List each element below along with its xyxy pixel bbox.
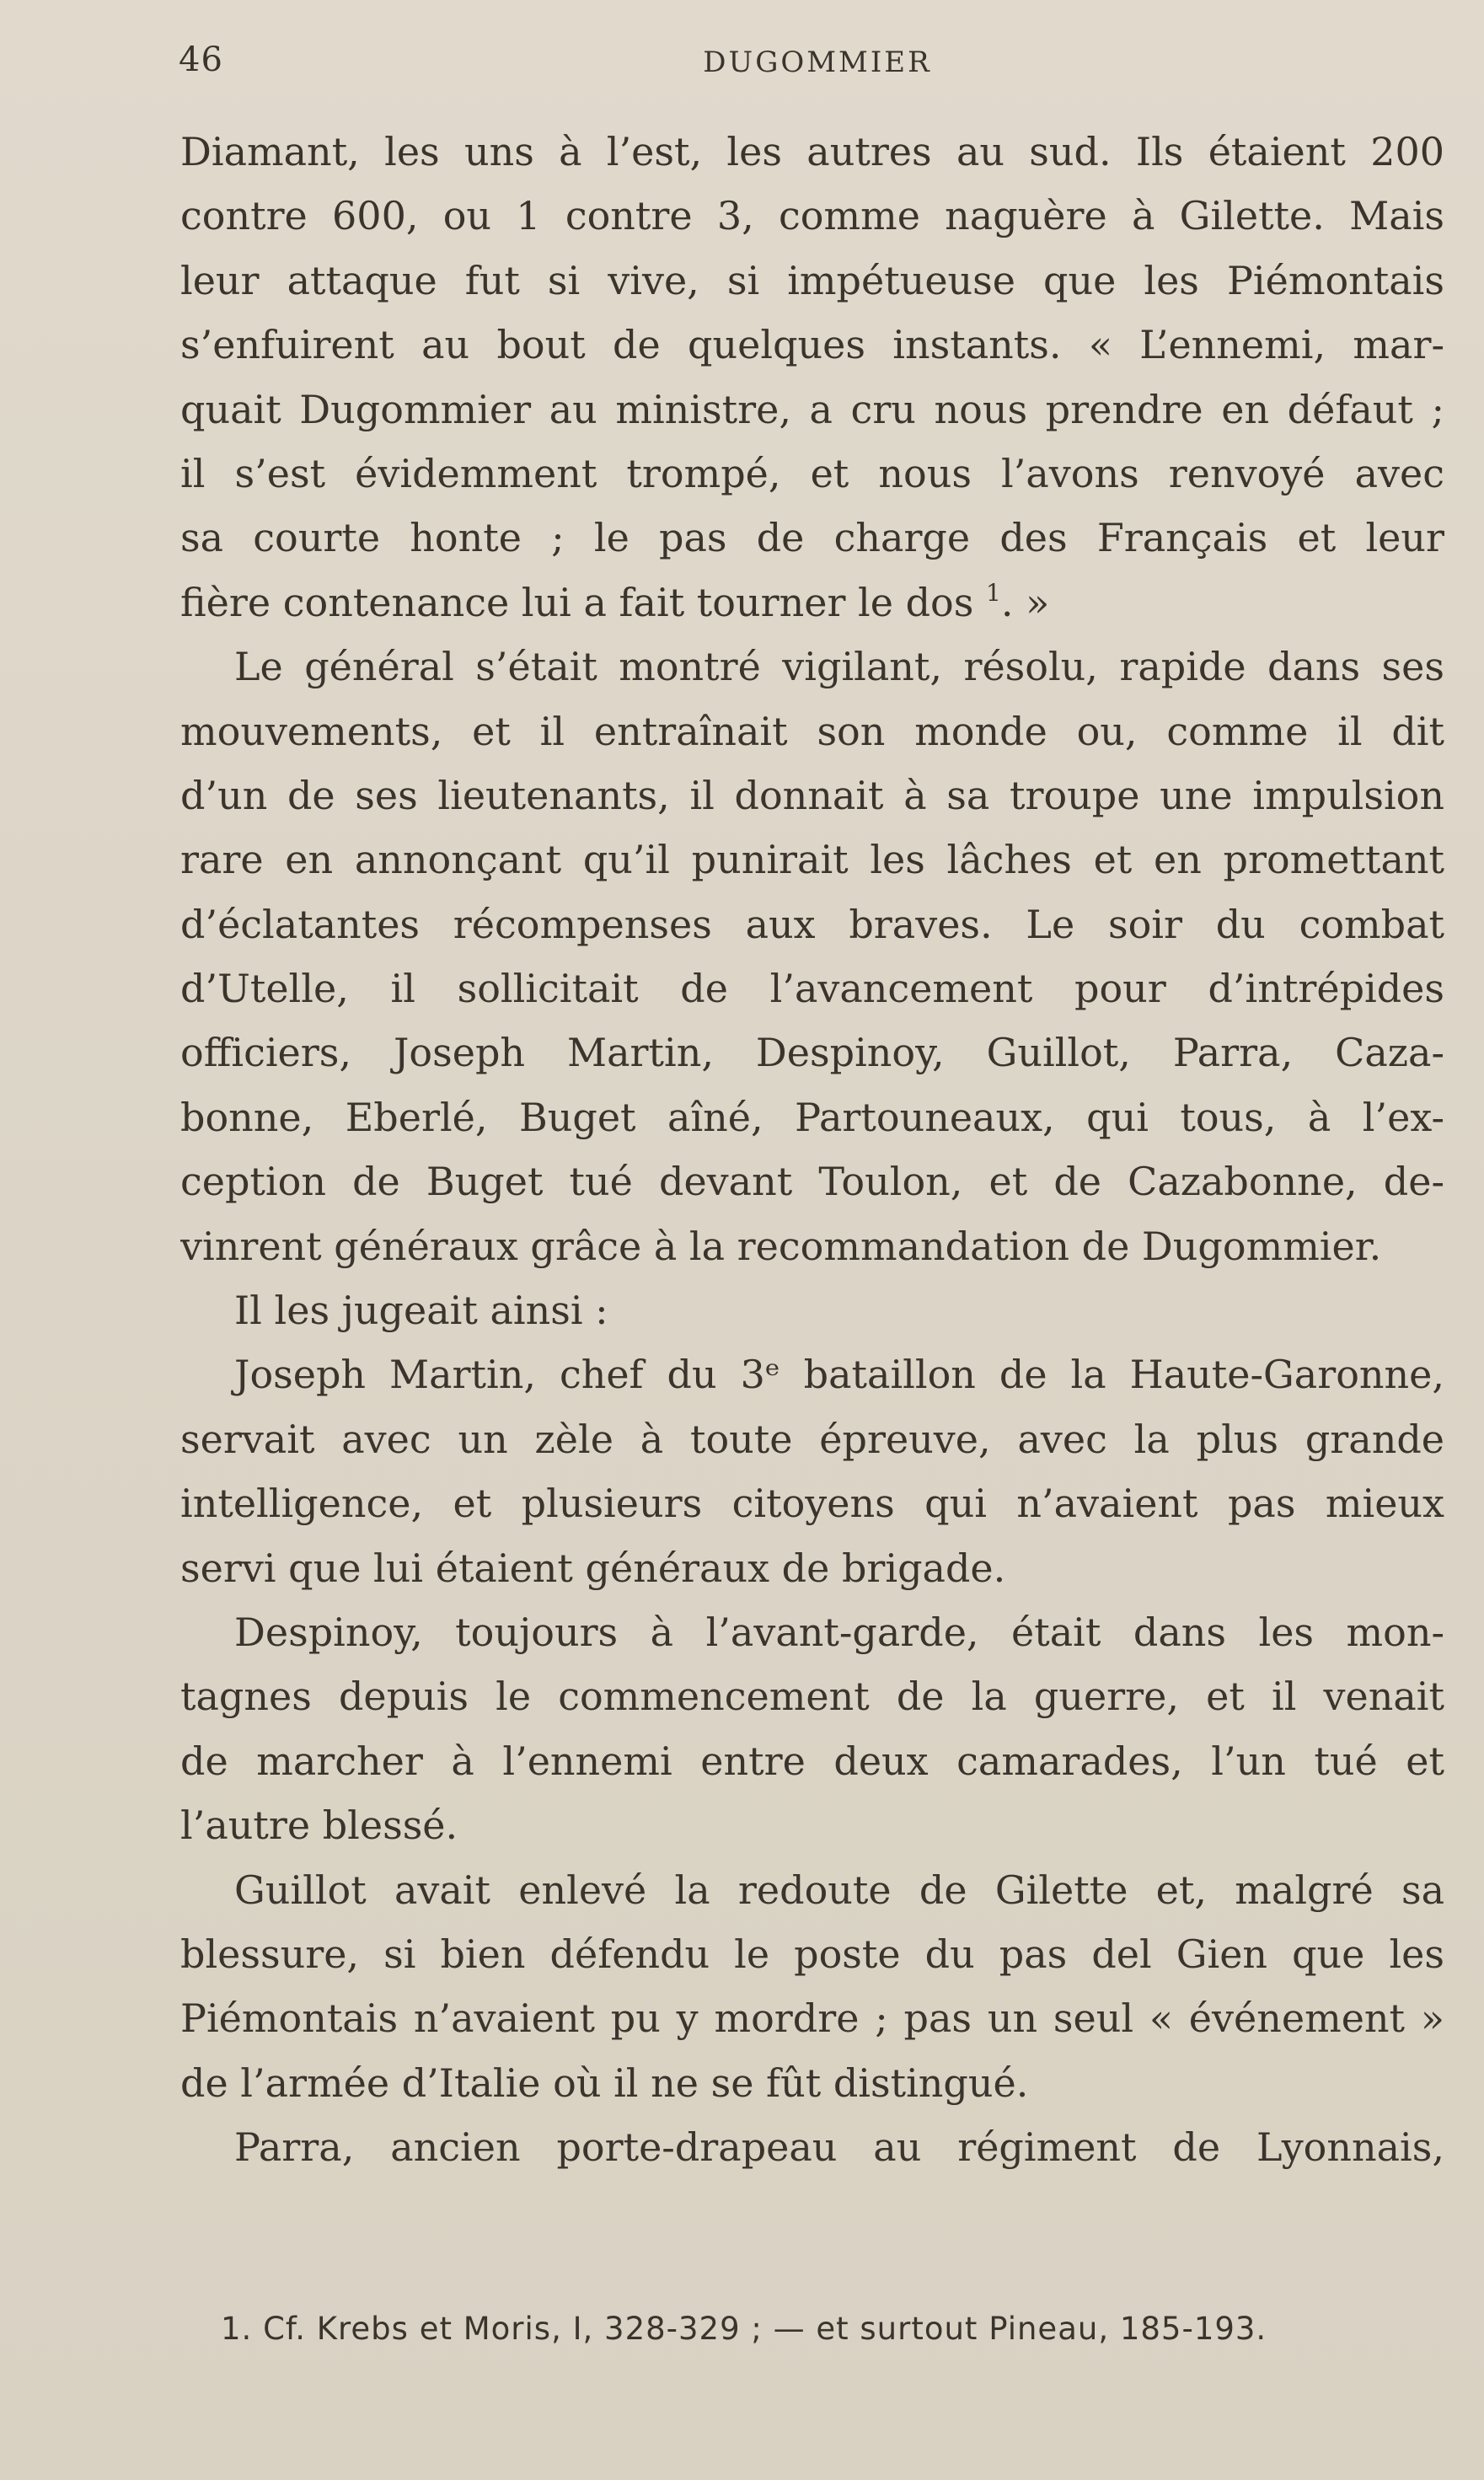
line-text: blessure, si bien défendu le poste du pas del Gien que les xyxy=(180,1931,1444,1977)
body-text xyxy=(180,120,1444,2180)
text-line xyxy=(180,956,1444,1020)
text-line xyxy=(180,378,1444,442)
line-text-after: . » xyxy=(1000,579,1050,625)
line-text: Parra, ancien porte-drapeau au régiment de Lyonnais, xyxy=(234,2124,1444,2171)
line-text: fière contenance lui a fait tourner le dos xyxy=(180,579,974,625)
text-line xyxy=(180,570,1444,635)
line-text: Diamant, les uns à l’est, les autres au sud. Ils étaient 200 xyxy=(180,129,1444,174)
text-line xyxy=(180,1858,1444,1922)
page-number: 46 xyxy=(179,40,223,79)
line-text: sa courte honte ; le pas de charge des Français et leur xyxy=(180,515,1444,561)
text-line xyxy=(180,2115,1444,2179)
line-text: d’un de ses lieutenants, il donnait à sa troupe une impulsion xyxy=(180,772,1444,818)
running-title: DUGOMMIER xyxy=(703,46,932,79)
text-line xyxy=(180,1471,1444,1535)
text-line xyxy=(180,635,1444,699)
text-line xyxy=(180,1085,1444,1149)
text-line xyxy=(180,249,1444,313)
line-text: contre 600, ou 1 contre 3, comme naguère à Gilette. Mais xyxy=(180,193,1444,239)
line-text: il s’est évidemment trompé, et nous l’avons renvoyé avec xyxy=(180,450,1444,496)
text-line xyxy=(180,1536,1444,1600)
text-line xyxy=(180,184,1444,248)
line-text: l’autre blessé. xyxy=(180,1802,458,1849)
text-line xyxy=(180,699,1444,763)
text-line xyxy=(180,442,1444,506)
page-header xyxy=(179,40,1456,91)
text-line xyxy=(180,1278,1444,1342)
line-text: s’enfuirent au bout de quelques instants. « L’ennemi, mar- xyxy=(180,322,1444,368)
text-line xyxy=(180,1149,1444,1213)
line-text: Despinoy, toujours à l’avant-garde, était dans les mon- xyxy=(234,1609,1444,1655)
footnote-reference: 1 xyxy=(986,578,1001,607)
text-line xyxy=(180,2051,1444,2115)
text-line xyxy=(180,1922,1444,1986)
text-line xyxy=(180,1793,1444,1857)
line-text: servi que lui étaient généraux de brigade. xyxy=(180,1545,1006,1591)
text-line xyxy=(180,828,1444,892)
text-line xyxy=(180,1986,1444,2050)
line-text: d’Utelle, il sollicitait de l’avancement pour d’intrépides xyxy=(180,966,1444,1012)
line-text: Joseph Martin, chef du 3ᵉ bataillon de la Haute-Garonne, xyxy=(234,1352,1444,1398)
line-text: Guillot avait enlevé la redoute de Gilette et, malgré sa xyxy=(234,1867,1444,1913)
line-text: de marcher à l’ennemi entre deux camarades, l’un tué et xyxy=(180,1738,1444,1784)
line-text: Il les jugeait ainsi : xyxy=(234,1288,608,1334)
text-line xyxy=(180,1664,1444,1728)
line-text: Piémontais n’avaient pu y mordre ; pas un seul « événement » xyxy=(180,1995,1444,2042)
text-line xyxy=(180,1342,1444,1406)
text-line xyxy=(180,313,1444,377)
text-line xyxy=(180,1020,1444,1085)
text-line xyxy=(180,763,1444,828)
text-line xyxy=(180,1600,1444,1664)
text-line xyxy=(180,1407,1444,1471)
line-text: leur attaque fut si vive, si impétueuse que les Piémontais xyxy=(180,257,1444,303)
line-text: d’éclatantes récompenses aux braves. Le soir du combat xyxy=(180,901,1444,947)
line-text: vinrent généraux grâce à la recommandation de Dugommier. xyxy=(180,1223,1382,1269)
line-text: rare en annonçant qu’il punirait les lâches et en promettant xyxy=(180,837,1444,883)
line-text: mouvements, et il entraînait son monde ou, comme il dit xyxy=(180,708,1444,754)
line-text: Le général s’était montré vigilant, résolu, rapide dans ses xyxy=(234,644,1444,690)
line-text: ception de Buget tué devant Toulon, et de Cazabonne, de- xyxy=(180,1159,1444,1205)
line-text: bonne, Eberlé, Buget aîné, Partouneaux, qui tous, à l’ex- xyxy=(180,1094,1444,1140)
text-line xyxy=(180,892,1444,956)
line-text: intelligence, et plusieurs citoyens qui n’avaient pas mieux xyxy=(180,1481,1444,1527)
line-text: de l’armée d’Italie où il ne se fût distingué. xyxy=(180,2060,1029,2106)
text-line xyxy=(180,120,1444,184)
line-text: servait avec un zèle à toute épreuve, avec la plus grande xyxy=(180,1416,1444,1462)
text-line xyxy=(180,506,1444,570)
line-text: quait Dugommier au ministre, a cru nous prendre en défaut ; xyxy=(180,386,1444,432)
text-line xyxy=(180,1214,1444,1278)
text-line xyxy=(180,1729,1444,1793)
line-text: tagnes depuis le commencement de la guerre, et il venait xyxy=(180,1674,1444,1720)
line-text: officiers, Joseph Martin, Despinoy, Guillot, Parra, Caza- xyxy=(180,1030,1444,1076)
footnote: 1. Cf. Krebs et Moris, I, 328-329 ; — et surtout Pineau, 185-193. xyxy=(221,2311,1267,2347)
